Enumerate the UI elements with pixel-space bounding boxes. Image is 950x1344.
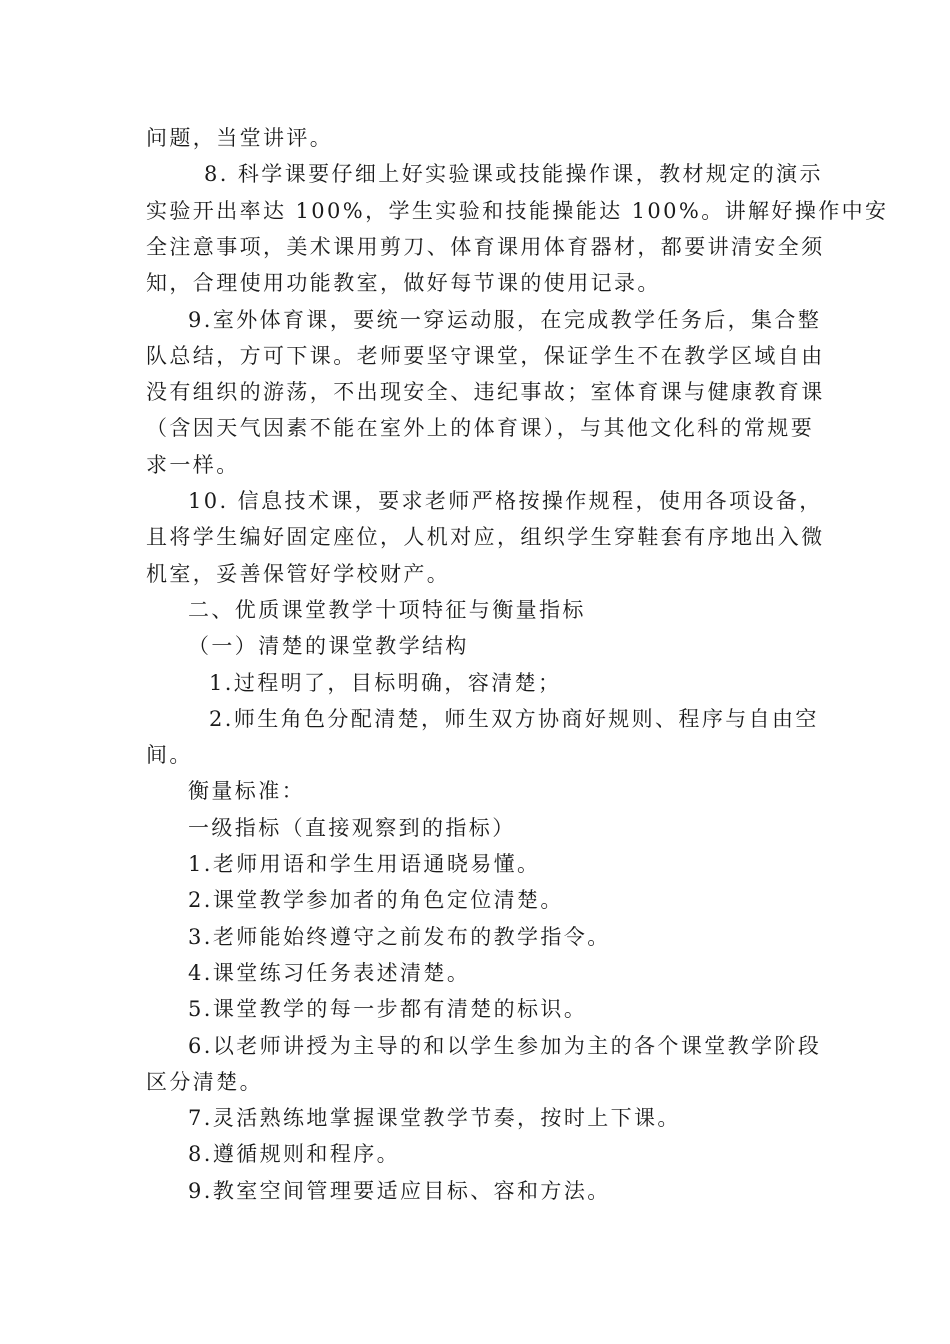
text-line: 队总结，方可下课。老师要坚守课堂，保证学生不在教学区域自由: [146, 343, 825, 368]
text-line: 5.课堂教学的每一步都有清楚的标识。: [188, 997, 588, 1022]
text-line: 衡量标准：: [188, 779, 305, 804]
text-line: 9.室外体育课，要统一穿运动服，在完成教学任务后，集合整: [188, 307, 822, 332]
text-line: 4.课堂练习任务表述清楚。: [188, 960, 471, 985]
text-line: 全注意事项，美术课用剪刀、体育课用体育器材，都要讲清安全须: [146, 234, 825, 259]
text-line: 区分清楚。: [146, 1069, 263, 1094]
text-line: （含因天气因素不能在室外上的体育课），与其他文化科的常规要: [146, 416, 815, 441]
text-line: 8. 科学课要仔细上好实验课或技能操作课，教材规定的演示: [204, 162, 823, 187]
text-line: 8.遵循规则和程序。: [188, 1142, 401, 1167]
text-line: 10. 信息技术课，要求老师严格按操作规程，使用各项设备，: [188, 489, 823, 513]
text-line: 2.师生角色分配清楚，师生双方协商好规则、程序与自由空: [209, 706, 819, 731]
text-line: 且将学生编好固定座位，人机对应，组织学生穿鞋套有序地出入微: [146, 525, 825, 550]
text-line: 没有组织的游荡，不出现安全、违纪事故；室体育课与健康教育课: [146, 380, 825, 405]
text-line: 实验开出率达 100%，学生实验和技能操能达 100%。讲解好操作中安: [146, 198, 889, 223]
text-line: 9.教室空间管理要适应目标、容和方法。: [188, 1178, 611, 1203]
text-line: 1.过程明了，目标明确，容清楚；: [209, 670, 562, 695]
text-line: 机室，妥善保管好学校财产。: [146, 561, 451, 586]
text-line: 求一样。: [146, 452, 240, 477]
text-line: 2.课堂教学参加者的角色定位清楚。: [188, 888, 564, 913]
text-line: 问题，当堂讲评。: [146, 126, 334, 150]
text-line: 一级指标（直接观察到的指标）: [188, 815, 516, 840]
text-line: （一）清楚的课堂教学结构: [188, 634, 469, 659]
text-line: 间。: [146, 743, 193, 768]
text-line: 6.以老师讲授为主导的和以学生参加为主的各个课堂教学阶段: [188, 1033, 822, 1058]
text-line: 7.灵活熟练地掌握课堂教学节奏，按时上下课。: [188, 1106, 681, 1131]
text-line: 3.老师能始终遵守之前发布的教学指令。: [188, 924, 611, 949]
text-line: 1.老师用语和学生用语通晓易懂。: [188, 852, 541, 876]
text-line: 二、优质课堂教学十项特征与衡量指标: [188, 597, 586, 622]
text-line: 知，合理使用功能教室，做好每节课的使用记录。: [146, 271, 661, 296]
